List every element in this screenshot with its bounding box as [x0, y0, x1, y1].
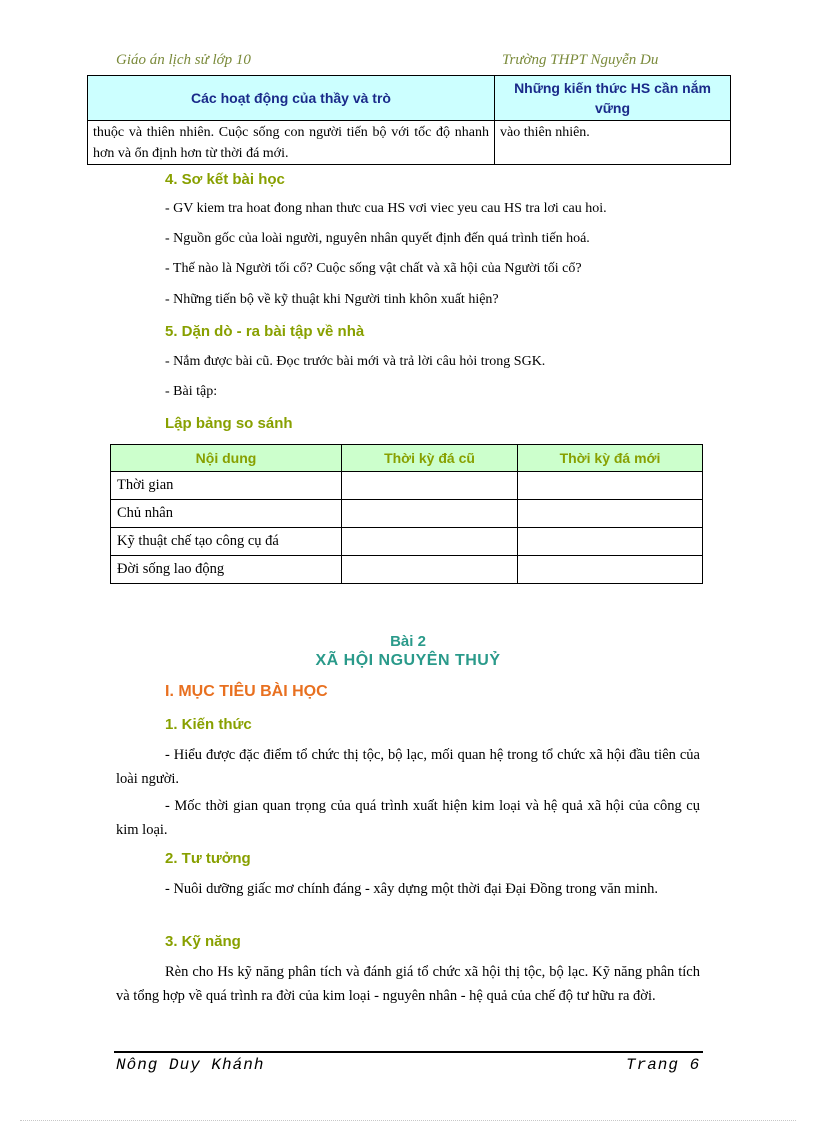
header-subject: Giáo án lịch sử lớp 10 [116, 52, 251, 68]
row-label: Kỹ thuật chế tạo công cụ đá [111, 528, 342, 556]
lesson-title: XÃ HỘI NGUYÊN THUỶ [315, 652, 501, 669]
row-label: Chủ nhân [111, 500, 342, 528]
knowledge-heading: 1. Kiến thức [165, 716, 252, 733]
empty-cell [342, 500, 518, 528]
table-row [111, 472, 703, 500]
footer-divider [114, 1051, 703, 1053]
empty-cell [342, 528, 518, 556]
header-school: Trường THPT Nguyễn Du [502, 52, 659, 68]
activities-header: Các hoạt động của thầy và trò [88, 76, 495, 121]
skills-heading: 3. Kỹ năng [165, 933, 241, 950]
empty-cell [518, 500, 703, 528]
skills-paragraph: Rèn cho Hs kỹ năng phân tích và đánh giá tổ chức xã hội thị tộc, bộ lạc. Kỹ năng phân tích và tổng hợp về quá trình ra đời của kim loại - nguyên nhân - hệ quả của chế độ tư hữu ra đời. [116, 964, 700, 1004]
summary-item: - Nguồn gốc của loài người, nguyên nhân quyết định đến quá trình tiến hoá. [165, 231, 590, 246]
page-bottom-border [20, 1120, 796, 1121]
empty-cell [518, 472, 703, 500]
summary-item: - Thế nào là Người tối cổ? Cuộc sống vật chất và xã hội của Người tối cổ? [165, 261, 582, 276]
table-row [111, 556, 703, 584]
summary-item: - GV kiem tra hoat đong nhan thưc cua HS vơi viec yeu cau HS tra lơi cau hoi. [165, 201, 607, 216]
objectives-heading: I. MỤC TIÊU BÀI HỌC [165, 683, 328, 700]
row-label: Thời gian [111, 472, 342, 500]
table-row [111, 500, 703, 528]
compare-subheading: Lập bảng so sánh [165, 415, 293, 432]
empty-cell [342, 472, 518, 500]
homework-item: - Nắm được bài cũ. Đọc trước bài mới và trả lời câu hỏi trong SGK. [165, 354, 546, 369]
knowledge-paragraph: - Mốc thời gian quan trọng của quá trình xuất hiện kim loại và hệ quả xã hội của công cụ kim loại. [116, 798, 700, 838]
footer-author: Nông Duy Khánh [116, 1056, 265, 1074]
thought-paragraph: - Nuôi dưỡng giấc mơ chính đáng - xây dựng một thời đại Đại Đồng trong văn minh. [165, 881, 658, 897]
row-label: Đời sống lao động [111, 556, 342, 584]
homework-item: - Bài tập: [165, 384, 218, 399]
thought-heading: 2. Tư tưởng [165, 850, 251, 867]
summary-heading: 4. Sơ kết bài học [165, 171, 285, 188]
knowledge-paragraph: - Hiểu được đặc điểm tổ chức thị tộc, bộ lạc, mối quan hệ trong tổ chức xã hội đầu tiên của loài người. [116, 747, 700, 787]
empty-cell [518, 528, 703, 556]
compare-header: Nội dung [111, 445, 342, 472]
knowledge-header: Những kiến thức HS cần nắm vững [495, 76, 731, 121]
compare-table [110, 444, 703, 584]
activities-table [87, 75, 731, 165]
knowledge-cell: vào thiên nhiên. [495, 121, 731, 165]
empty-cell [342, 556, 518, 584]
compare-header: Thời kỳ đá cũ [342, 445, 518, 472]
lesson-number: Bài 2 [390, 633, 426, 650]
table-row [111, 528, 703, 556]
activities-cell: thuộc và thiên nhiên. Cuộc sống con người tiến bộ với tốc độ nhanh hơn và ổn định hơn từ thời đá mới. [88, 121, 495, 165]
footer-page-number: Trang 6 [626, 1056, 701, 1074]
compare-header: Thời kỳ đá mới [518, 445, 703, 472]
empty-cell [518, 556, 703, 584]
homework-heading: 5. Dặn dò - ra bài tập về nhà [165, 323, 365, 340]
summary-item: - Những tiến bộ về kỹ thuật khi Người tinh khôn xuất hiện? [165, 292, 499, 307]
